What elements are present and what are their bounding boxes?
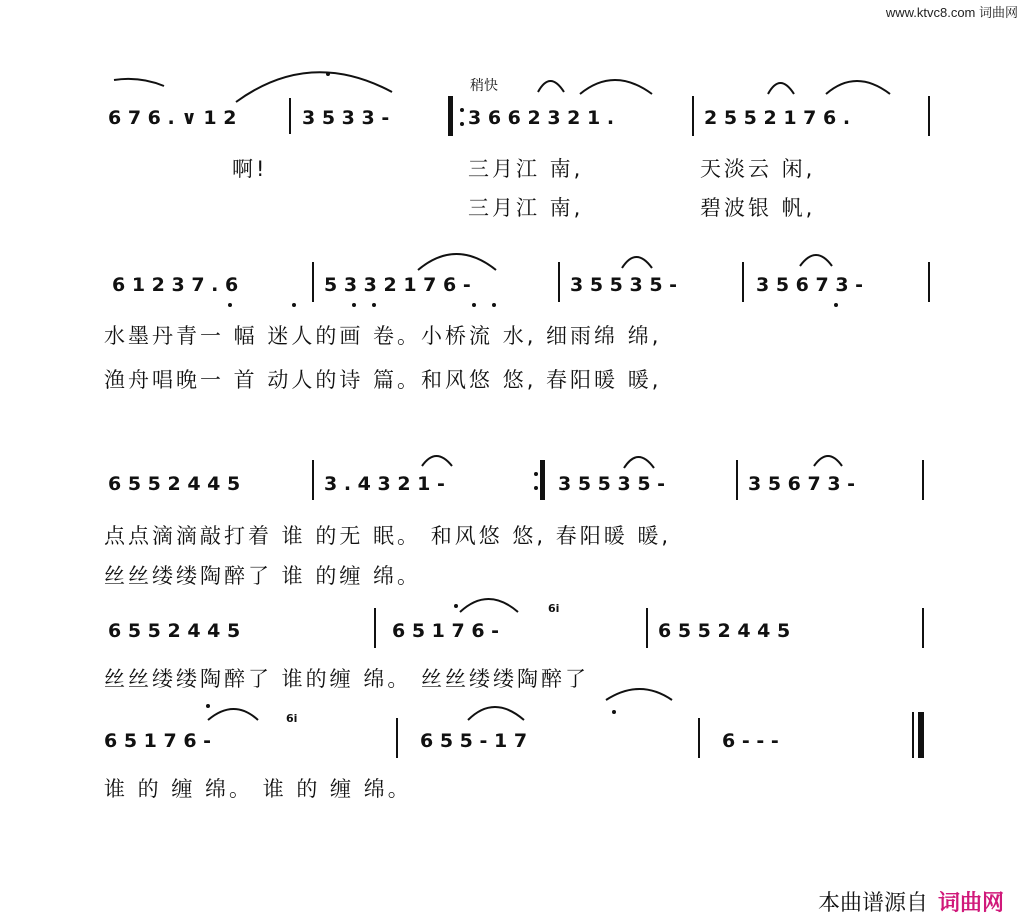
slur bbox=[422, 456, 452, 466]
slur bbox=[800, 255, 832, 266]
row4-measure3: 6 5 5 2 4 4 5 bbox=[658, 620, 791, 642]
slur bbox=[606, 689, 672, 700]
site-header: www.ktvc8.com 词曲网 bbox=[885, 5, 1018, 20]
slur bbox=[580, 80, 652, 94]
row1-measure3: 3 6 6 2 3 2 1 . bbox=[468, 107, 615, 129]
slur bbox=[114, 79, 164, 86]
slur bbox=[418, 254, 496, 270]
slur bbox=[538, 81, 564, 92]
grace-note: 6i bbox=[548, 602, 560, 615]
row3-measure1: 6 5 5 2 4 4 5 bbox=[108, 473, 241, 495]
row5-lyric: 谁 的 缠 绵。 谁 的 缠 绵。 bbox=[104, 777, 412, 801]
row4-measure1: 6 5 5 2 4 4 5 bbox=[108, 620, 241, 642]
slur bbox=[768, 83, 794, 94]
row3-measure3: 3 5 5 3 5 - bbox=[558, 473, 666, 495]
octave-dot bbox=[372, 303, 376, 307]
slur bbox=[208, 709, 258, 720]
footer-brand[interactable]: 词曲网 bbox=[937, 891, 1004, 916]
row5-measure1: 6 5 1 7 6 - bbox=[104, 730, 212, 752]
row1-measure4: 2 5 5 2 1 7 6 . bbox=[704, 107, 851, 129]
row5-measure2: 6 5 5 - 1 7 bbox=[420, 730, 528, 752]
row3-lyric-a: 点点滴滴敲打着 谁 的无 眠。 和风悠 悠, 春阳暖 暖, bbox=[104, 524, 672, 548]
row1-lyric-a2: 三月江 南, bbox=[468, 157, 584, 181]
row2-measure3: 3 5 5 3 5 - bbox=[570, 274, 678, 296]
footer-text: 本曲谱源自 bbox=[817, 891, 928, 916]
slur bbox=[468, 707, 524, 720]
row3-measure2: 3 . 4 3 2 1 - bbox=[324, 473, 445, 495]
row1-lyric-a1: 啊! bbox=[232, 157, 268, 181]
octave-dot bbox=[352, 303, 356, 307]
octave-dot bbox=[292, 303, 296, 307]
slur bbox=[814, 456, 842, 466]
octave-dot bbox=[454, 604, 458, 608]
row2-measure2: 5 3 3 2 1 7 6 - bbox=[324, 274, 471, 296]
octave-dot bbox=[206, 704, 210, 708]
octave-dot bbox=[834, 303, 838, 307]
slur bbox=[622, 257, 652, 268]
octave-dot bbox=[228, 303, 232, 307]
slur bbox=[624, 457, 654, 468]
tempo-marking: 稍快 bbox=[470, 78, 498, 94]
row2-lyric-b: 渔舟唱晚一 首 动人的诗 篇。和风悠 悠, 春阳暖 暖, bbox=[104, 368, 662, 392]
octave-dot bbox=[492, 303, 496, 307]
slur bbox=[236, 72, 392, 102]
row4-measure2: 6 5 1 7 6 - bbox=[392, 620, 500, 642]
row3-lyric-b: 丝丝缕缕陶醉了 谁 的缠 绵。 bbox=[104, 564, 422, 588]
footer bbox=[818, 886, 1004, 917]
octave-dot bbox=[472, 303, 476, 307]
row5-measure3: 6 - - - bbox=[722, 730, 779, 752]
row1-measure2: 3 5 3 3 - bbox=[302, 107, 390, 129]
row2-measure1: 6 1 2 3 7 . 6 bbox=[112, 274, 239, 296]
row1-lyric-a3: 天淡云 闲, bbox=[700, 157, 816, 181]
row3-measure4: 3 5 6 7 3 - bbox=[748, 473, 856, 495]
slur bbox=[826, 81, 890, 94]
row1-lyric-b1: 三月江 南, bbox=[468, 196, 584, 220]
row4-lyric: 丝丝缕缕陶醉了 谁的缠 绵。 丝丝缕缕陶醉了 bbox=[104, 667, 590, 691]
row2-lyric-a: 水墨丹青一 幅 迷人的画 卷。小桥流 水, 细雨绵 绵, bbox=[104, 324, 662, 348]
row1-measure1: 6 7 6 . ∨ 1 2 bbox=[108, 107, 237, 129]
row1-lyric-b2: 碧波银 帆, bbox=[700, 196, 816, 220]
slur bbox=[460, 599, 518, 612]
row2-measure4: 3 5 6 7 3 - bbox=[756, 274, 864, 296]
octave-dot bbox=[326, 72, 330, 76]
grace-note: 6i bbox=[286, 712, 298, 725]
octave-dot bbox=[612, 710, 616, 714]
